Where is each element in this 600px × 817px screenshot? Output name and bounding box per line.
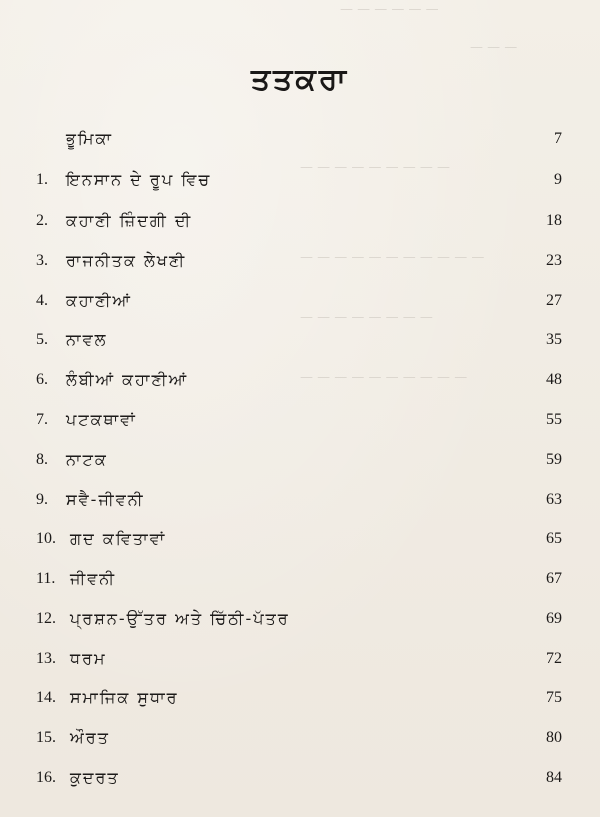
toc-entry-label: ਕਹਾਣੀ ਜ਼ਿੰਦਗੀ ਦੀ <box>66 211 193 230</box>
toc-entry-label: ਨਾਵਲ <box>66 330 108 349</box>
toc-entry[interactable] <box>36 604 562 634</box>
toc-entry-number: 13. <box>36 650 56 667</box>
toc-entry-page: 23 <box>546 252 562 269</box>
toc-entry[interactable] <box>36 763 562 793</box>
toc-entry-number: 10. <box>36 530 56 547</box>
toc-entry[interactable] <box>36 445 562 475</box>
toc-entry-label: ਔਰਤ <box>70 728 110 747</box>
toc-entry[interactable] <box>36 405 562 435</box>
show-through-text: — — — — — — — — — — <box>300 370 468 385</box>
toc-entry-label: ਧਰਮ <box>70 649 107 668</box>
toc-entry-label: ਲੰਬੀਆਂ ਕਹਾਣੀਆਂ <box>66 370 189 389</box>
toc-entry-label: ਕੁਦਰਤ <box>70 768 120 787</box>
toc-entry[interactable] <box>36 644 562 674</box>
toc-entry-number: 7. <box>36 411 48 428</box>
toc-entry-number: 12. <box>36 610 56 627</box>
show-through-text: — — — — — — — — <box>300 310 433 325</box>
toc-entry[interactable] <box>36 485 562 515</box>
toc-entry[interactable] <box>36 286 562 316</box>
toc-entry-number: 5. <box>36 331 48 348</box>
toc-entry-page: 27 <box>546 292 562 309</box>
toc-entry[interactable] <box>36 723 562 753</box>
toc-entry-label: ਇਨਸਾਨ ਦੇ ਰੂਪ ਵਿਚ <box>66 170 212 189</box>
toc-entry-label: ਭੂਮਿਕਾ <box>66 129 113 148</box>
toc-entry[interactable] <box>36 564 562 594</box>
toc-entry-page: 80 <box>546 729 562 746</box>
toc-entry-page: 59 <box>546 451 562 468</box>
toc-entry-page: 84 <box>546 769 562 786</box>
toc-entry-page: 35 <box>546 331 562 348</box>
toc-entry-label: ਨਾਟਕ <box>66 450 108 469</box>
page-title: ਤਤਕਰਾ <box>250 62 350 97</box>
toc-entry-label: ਪ੍ਰਸ਼ਨ-ਉੱਤਰ ਅਤੇ ਚਿੱਠੀ-ਪੱਤਰ <box>70 609 290 628</box>
toc-entry-label: ਸਵੈ-ਜੀਵਨੀ <box>66 490 145 509</box>
toc-entry-page: 72 <box>546 650 562 667</box>
toc-entry-page: 75 <box>546 689 562 706</box>
toc-entry-number: 4. <box>36 292 48 309</box>
toc-entry-number: 14. <box>36 689 56 706</box>
toc-entry[interactable] <box>36 165 562 195</box>
toc-entry-number: 3. <box>36 252 48 269</box>
toc-entry-number: 16. <box>36 769 56 786</box>
toc-entry[interactable] <box>36 325 562 355</box>
toc-entry-page: 63 <box>546 491 562 508</box>
toc-entry-label: ਪਟਕਥਾਵਾਂ <box>66 410 137 429</box>
toc-entry[interactable] <box>36 683 562 713</box>
toc-entry[interactable] <box>36 124 562 154</box>
toc-entry[interactable] <box>36 365 562 395</box>
toc-entry-number: 11. <box>36 570 56 587</box>
show-through-text: — — — — — — — — — <box>300 160 451 175</box>
toc-entry-label: ਜੀਵਨੀ <box>70 569 117 588</box>
show-through-text: — — — <box>470 40 518 55</box>
show-through-text: — — — — — — <box>340 2 439 17</box>
toc-entry-label: ਗਦ ਕਵਿਤਾਵਾਂ <box>70 529 167 548</box>
toc-entry-page: 48 <box>546 371 562 388</box>
toc-entry-label: ਰਾਜਨੀਤਕ ਲੇਖਣੀ <box>66 251 187 270</box>
toc-entry-page: 9 <box>554 171 562 188</box>
toc-entry[interactable] <box>36 206 562 236</box>
toc-entry-number: 15. <box>36 729 56 746</box>
toc-entry-number: 2. <box>36 212 48 229</box>
toc-entry[interactable] <box>36 246 562 276</box>
toc-entry-page: 7 <box>554 130 562 147</box>
toc-entry-page: 18 <box>546 212 562 229</box>
toc-entry-page: 67 <box>546 570 562 587</box>
toc-entry-number: 8. <box>36 451 48 468</box>
toc-entry-number: 9. <box>36 491 48 508</box>
toc-entry-page: 55 <box>546 411 562 428</box>
toc-entry[interactable] <box>36 524 562 554</box>
toc-entry-page: 69 <box>546 610 562 627</box>
toc-entry-page: 65 <box>546 530 562 547</box>
toc-entry-number: 6. <box>36 371 48 388</box>
toc-entry-number: 1. <box>36 171 48 188</box>
show-through-text: — — — — — — — — — — — <box>300 250 485 265</box>
toc-entry-label: ਸਮਾਜਿਕ ਸੁਧਾਰ <box>70 688 179 707</box>
toc-entry-label: ਕਹਾਣੀਆਂ <box>66 291 133 310</box>
